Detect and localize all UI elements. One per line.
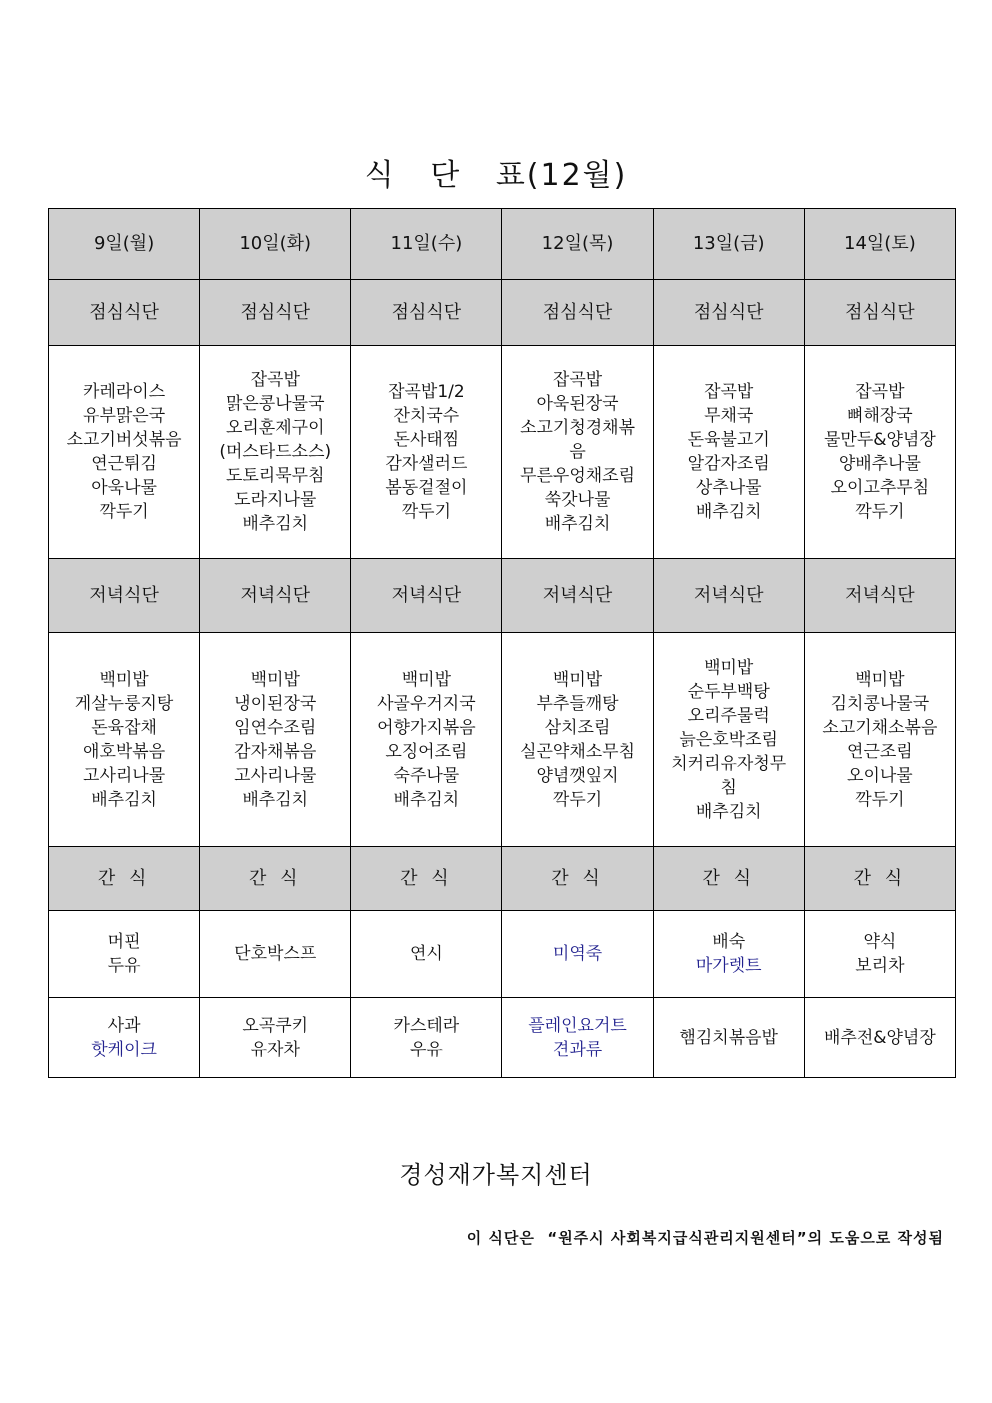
snack-item: 미역죽: [552, 944, 603, 964]
lunch-label: 점심식단: [804, 280, 955, 346]
lunch-label: 점심식단: [49, 280, 200, 346]
menu-item: 물만두&양념장: [823, 430, 936, 450]
menu-item: 백미밥: [401, 669, 452, 690]
lunch-menu-cell: [200, 346, 351, 559]
menu-item: 유부맑은국: [83, 406, 166, 426]
menu-item: 뼈해장국: [847, 406, 913, 426]
menu-item: 실곤약채소무침: [520, 741, 636, 762]
menu-item: 깍두기: [99, 502, 149, 522]
menu-item: 깍두기: [401, 502, 452, 522]
snack-row-first: [49, 911, 956, 998]
menu-item: 감자샐러드: [385, 454, 468, 474]
menu-item: 오이나물: [847, 765, 913, 786]
dinner-label: 저녁식단: [502, 559, 653, 633]
lunch-menu-cell: [653, 346, 804, 559]
snack-item: 마가렛트: [695, 956, 762, 976]
snack-cell: [49, 998, 200, 1078]
menu-item: 깍두기: [855, 789, 905, 810]
snack-label: 간 식: [502, 847, 653, 911]
snack-cell: [653, 998, 804, 1078]
lunch-menu-cell: [351, 346, 502, 559]
day-cell: 13일(금): [653, 209, 804, 280]
snack-item: 사과: [107, 1015, 141, 1036]
menu-item: 양배추나물: [838, 454, 921, 474]
menu-item: 오리주물럭: [687, 705, 770, 726]
menu-item: 임연수조림: [234, 717, 317, 738]
menu-item: 아욱된장국: [536, 394, 619, 414]
snack-cell: [502, 998, 653, 1078]
menu-item: 고사리나물: [83, 765, 166, 786]
footnote: 이 식단은 “원주시 사회복지급식관리지원센터”의 도움으로 작성됨: [466, 1229, 944, 1247]
snack-item: 카스테라: [393, 1015, 460, 1036]
snack-item: 핫케이크: [91, 1039, 157, 1060]
menu-item: 양념깻잎지: [536, 765, 619, 786]
menu-item: 잡곡밥: [704, 382, 754, 402]
snack-item: 약식: [863, 932, 897, 952]
menu-item: 백미밥: [250, 669, 300, 690]
menu-item: 치커리유자청무: [671, 753, 787, 774]
menu-item: 배추김치: [393, 789, 460, 810]
menu-item: 배추김치: [695, 502, 762, 522]
menu-item: 깍두기: [552, 789, 603, 810]
menu-item: 침: [720, 777, 737, 798]
menu-item: 무른우엉채조림: [520, 466, 636, 486]
menu-item: (머스타드소스): [219, 442, 332, 462]
menu-item: 돈육불고기: [687, 430, 770, 450]
menu-item: 소고기채소볶음: [822, 717, 938, 738]
snack-cell: [804, 911, 955, 998]
menu-item: 카레라이스: [83, 382, 166, 402]
lunch-menu-cell: [804, 346, 955, 559]
day-cell: 10일(화): [200, 209, 351, 280]
menu-item: 배추김치: [242, 514, 309, 534]
snack-cell: [351, 998, 502, 1078]
snack-item: 단호박스프: [234, 944, 317, 964]
snack-item: 견과류: [552, 1039, 603, 1060]
snack-item: 배추전&양념장: [823, 1027, 936, 1048]
dinner-menu-cell: [200, 633, 351, 847]
dinner-label: 저녁식단: [804, 559, 955, 633]
menu-item: 도토리묵무침: [225, 466, 325, 486]
menu-item: 잡곡밥: [855, 382, 905, 402]
menu-item: 잡곡밥: [250, 370, 300, 390]
lunch-label: 점심식단: [653, 280, 804, 346]
menu-item: 삼치조림: [544, 717, 611, 738]
menu-item: 백미밥: [99, 669, 149, 690]
dinner-menu-cell: [653, 633, 804, 847]
menu-item: 깍두기: [855, 502, 905, 522]
snack-item: 우유: [409, 1039, 443, 1060]
snack-item: 머핀: [107, 932, 141, 952]
lunch-label: 점심식단: [200, 280, 351, 346]
menu-item: 상추나물: [695, 478, 762, 498]
lunch-label: 점심식단: [351, 280, 502, 346]
menu-item: 잡곡밥: [552, 370, 603, 390]
menu-item: 사골우거지국: [377, 693, 476, 714]
lunch-menu-cell: [502, 346, 653, 559]
snack-item: 플레인요거트: [528, 1015, 627, 1036]
menu-item: 아욱나물: [91, 478, 157, 498]
snack-cell: [502, 911, 653, 998]
snack-item: 배숙: [712, 932, 746, 952]
snack-label: 간 식: [49, 847, 200, 911]
menu-item: 쑥갓나물: [544, 490, 611, 510]
menu-item: 맑은콩나물국: [225, 394, 325, 414]
dinner-menu-cell: [502, 633, 653, 847]
dinner-label: 저녁식단: [49, 559, 200, 633]
menu-item: 소고기청경채볶: [520, 418, 636, 438]
menu-item: 연근조림: [847, 741, 913, 762]
menu-item: 연근튀김: [91, 454, 157, 474]
menu-item: 잡곡밥1/2: [388, 382, 465, 402]
menu-item: 애호박볶음: [83, 741, 166, 762]
day-cell: 11일(수): [351, 209, 502, 280]
menu-item: 오징어조림: [385, 741, 468, 762]
menu-item: 부추들깨탕: [536, 693, 619, 714]
lunch-label: 점심식단: [502, 280, 653, 346]
snack-cell: [351, 911, 502, 998]
menu-item: 알감자조림: [687, 454, 770, 474]
menu-item: 배추김치: [91, 789, 157, 810]
snack-label: 간 식: [653, 847, 804, 911]
dinner-label: 저녁식단: [653, 559, 804, 633]
menu-item: 어향가지볶음: [377, 717, 476, 738]
menu-item: 잔치국수: [393, 406, 460, 426]
day-cell: 12일(목): [502, 209, 653, 280]
menu-item: 돈육잡채: [91, 717, 157, 738]
day-cell: 9일(월): [49, 209, 200, 280]
snack-label: 간 식: [351, 847, 502, 911]
menu-item: 백미밥: [552, 669, 603, 690]
snack-cell: [200, 911, 351, 998]
menu-item: 게살누룽지탕: [74, 693, 174, 714]
dinner-header-row: [49, 559, 956, 633]
snack-item: 유자차: [250, 1039, 300, 1060]
lunch-header-row: [49, 280, 956, 346]
menu-item: 소고기버섯볶음: [66, 430, 182, 450]
menu-item: 오리훈제구이: [225, 418, 325, 438]
snack-item: 연시: [409, 944, 443, 964]
snack-row-second: [49, 998, 956, 1078]
menu-item: 김치콩나물국: [830, 693, 930, 714]
snack-cell: [804, 998, 955, 1078]
snack-cell: [200, 998, 351, 1078]
snack-item: 두유: [107, 956, 141, 976]
menu-item: 배추김치: [242, 789, 309, 810]
snack-label: 간 식: [200, 847, 351, 911]
center-name: 경성재가복지센터: [399, 1161, 593, 1189]
dinner-menu-cell: [804, 633, 955, 847]
menu-item: 숙주나물: [393, 765, 460, 786]
snack-header-row: [49, 847, 956, 911]
menu-item: 배추김치: [695, 801, 762, 822]
menu-item: 도라지나물: [234, 490, 317, 510]
menu-item: 감자채볶음: [234, 741, 317, 762]
menu-item: 순두부백탕: [687, 681, 770, 702]
day-header-row: [49, 209, 956, 280]
dinner-label: 저녁식단: [351, 559, 502, 633]
menu-item: 무채국: [704, 406, 754, 426]
meal-plan-table: [48, 208, 956, 1078]
dinner-menu-row: [49, 633, 956, 847]
dinner-label: 저녁식단: [200, 559, 351, 633]
menu-item: 고사리나물: [234, 765, 317, 786]
menu-item: 백미밥: [704, 657, 754, 678]
dinner-menu-cell: [49, 633, 200, 847]
snack-cell: [49, 911, 200, 998]
menu-item: 배추김치: [544, 514, 611, 534]
menu-item: 오이고추무침: [830, 478, 930, 498]
menu-item: 봄동겉절이: [385, 478, 468, 498]
snack-label: 간 식: [804, 847, 955, 911]
snack-item: 보리차: [855, 956, 905, 976]
snack-cell: [653, 911, 804, 998]
menu-item: 백미밥: [855, 669, 905, 690]
lunch-menu-cell: [49, 346, 200, 559]
lunch-menu-row: [49, 346, 956, 559]
menu-item: 음: [569, 442, 586, 462]
page-title: 식 단 표(12월): [364, 158, 628, 193]
dinner-menu-cell: [351, 633, 502, 847]
snack-item: 오곡쿠키: [242, 1015, 309, 1036]
snack-item: 햄김치볶음밥: [679, 1027, 778, 1048]
menu-item: 냉이된장국: [234, 693, 317, 714]
menu-item: 늙은호박조림: [679, 729, 778, 750]
menu-item: 돈사태찜: [393, 430, 460, 450]
day-cell: 14일(토): [804, 209, 955, 280]
